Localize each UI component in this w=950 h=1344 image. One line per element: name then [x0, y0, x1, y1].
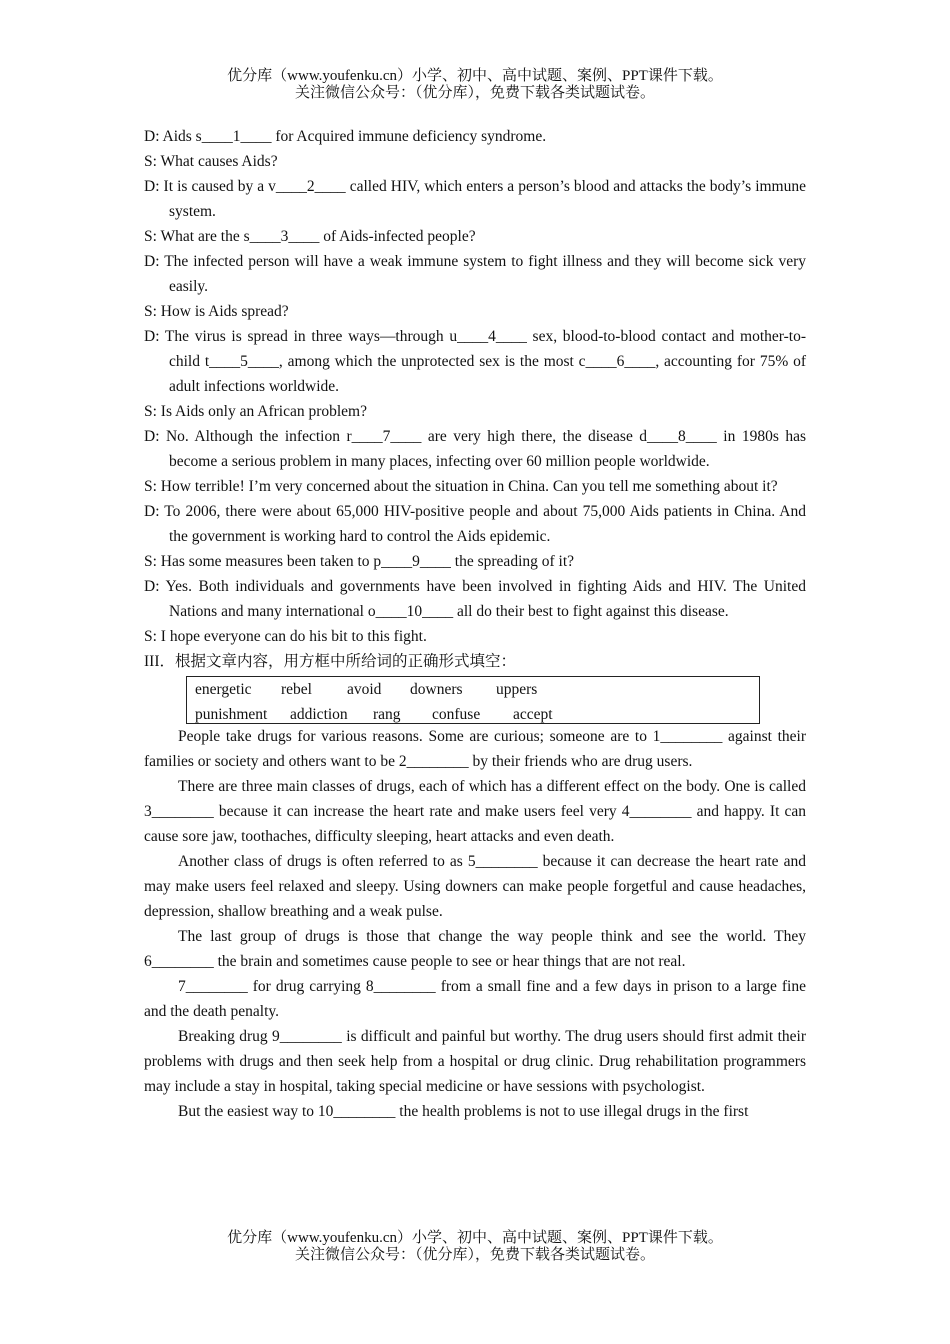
passage-paragraph: Breaking drug 9________ is difficult and painful but worthy. The drug users should first admit their problems with drugs and then seek help from a hospital or drug clinic. Drug rehabilitation programmers may include a stay in hospital, taking special medicine or have sessions with psychologist. — [144, 1028, 806, 1095]
section-3-title: III．根据文章内容，用方框中所给词的正确形式填空： — [144, 653, 516, 670]
dialogue-line: D: Aids s____1____ for Acquired immune deficiency syndrome. — [144, 128, 547, 145]
word-item: punishment — [195, 706, 268, 723]
dialogue-line: S: How terrible! I’m very concerned about the situation in China. Can you tell me something about it? — [144, 478, 778, 495]
dialogue-line: D: To 2006, there were about 65,000 HIV-positive people and about 75,000 Aids patients in China. And the government is working hard to control the Aids epidemic. — [144, 503, 806, 545]
page-header — [0, 68, 950, 102]
header-line-2: 关注微信公众号：（优分库），免费下载各类试题试卷。 — [294, 85, 655, 101]
passage-paragraph: Another class of drugs is often referred to as 5________ because it can decrease the heart rate and may make users feel relaxed and sleepy. Using downers can make people forgetful and cause headaches, depression, shallow breathing and a weak pulse. — [144, 853, 806, 920]
dialogue-line: S: Has some measures been taken to p____9____ the spreading of it? — [144, 553, 575, 570]
dialogue — [144, 124, 806, 649]
dialogue-line: D: The infected person will have a weak immune system to fight illness and they will become sick very easily. — [144, 253, 806, 295]
passage-paragraph: There are three main classes of drugs, each of which has a different effect on the body. One is called 3________ because it can increase the heart rate and make users feel very 4________ and happy. It can cause sore jaw, toothaches, difficulty sleeping, heart attacks and even death. — [144, 778, 806, 845]
footer-line-1: 优分库（www.youfenku.cn）小学、初中、高中试题、案例、PPT课件下载。 — [227, 1230, 723, 1246]
footer-line-2: 关注微信公众号：（优分库），免费下载各类试题试卷。 — [294, 1247, 655, 1263]
dialogue-line: S: I hope everyone can do his bit to this fight. — [144, 628, 427, 645]
dialogue-line: S: What are the s____3____ of Aids-infected people? — [144, 228, 476, 245]
dialogue-line: S: What causes Aids? — [144, 153, 278, 170]
word-box-row — [195, 677, 751, 702]
dialogue-line: D: No. Although the infection r____7____ are very high there, the disease d____8____ in 1980s has become a serious problem in many places, infecting over 60 million people worldwide. — [144, 428, 806, 470]
dialogue-line: S: How is Aids spread? — [144, 303, 289, 320]
passage-paragraph: 7________ for drug carrying 8________ from a small fine and a few days in prison to a large fine and the death penalty. — [144, 978, 806, 1020]
passage — [144, 724, 806, 1124]
dialogue-line: S: Is Aids only an African problem? — [144, 403, 367, 420]
word-item: avoid — [347, 681, 382, 698]
dialogue-line: D: The virus is spread in three ways—through u____4____ sex, blood-to-blood contact and mother-to-child t____5____, among which the unprotected sex is the most c____6____, accounting for 75% of adult infections worldwide. — [144, 328, 806, 395]
word-item: rebel — [281, 681, 312, 698]
word-item: confuse — [432, 706, 481, 723]
word-box — [186, 676, 760, 724]
header-line-1: 优分库（www.youfenku.cn）小学、初中、高中试题、案例、PPT课件下载。 — [227, 68, 723, 84]
dialogue-line: D: It is caused by a v____2____ called HIV, which enters a person’s blood and attacks the body’s immune system. — [144, 178, 806, 220]
passage-paragraph: The last group of drugs is those that change the way people think and see the world. They 6________ the brain and sometimes cause people to see or hear things that are not real. — [144, 928, 806, 970]
word-item: uppers — [496, 681, 538, 698]
passage-paragraph: People take drugs for various reasons. Some are curious; someone are to 1________ against their families or society and others want to be 2________ by their friends who are drug users. — [144, 728, 806, 770]
page-content — [144, 124, 806, 1124]
word-item: energetic — [195, 681, 252, 698]
word-item: rang — [373, 706, 401, 723]
word-item: accept — [513, 706, 553, 723]
dialogue-line: D: Yes. Both individuals and governments have been involved in fighting Aids and HIV. The United Nations and many international o____10____ all do their best to fight against this disease. — [144, 578, 806, 620]
word-item: addiction — [290, 706, 348, 723]
page-footer — [0, 1230, 950, 1264]
word-item: downers — [410, 681, 463, 698]
passage-paragraph: But the easiest way to 10________ the health problems is not to use illegal drugs in the first — [178, 1103, 749, 1120]
